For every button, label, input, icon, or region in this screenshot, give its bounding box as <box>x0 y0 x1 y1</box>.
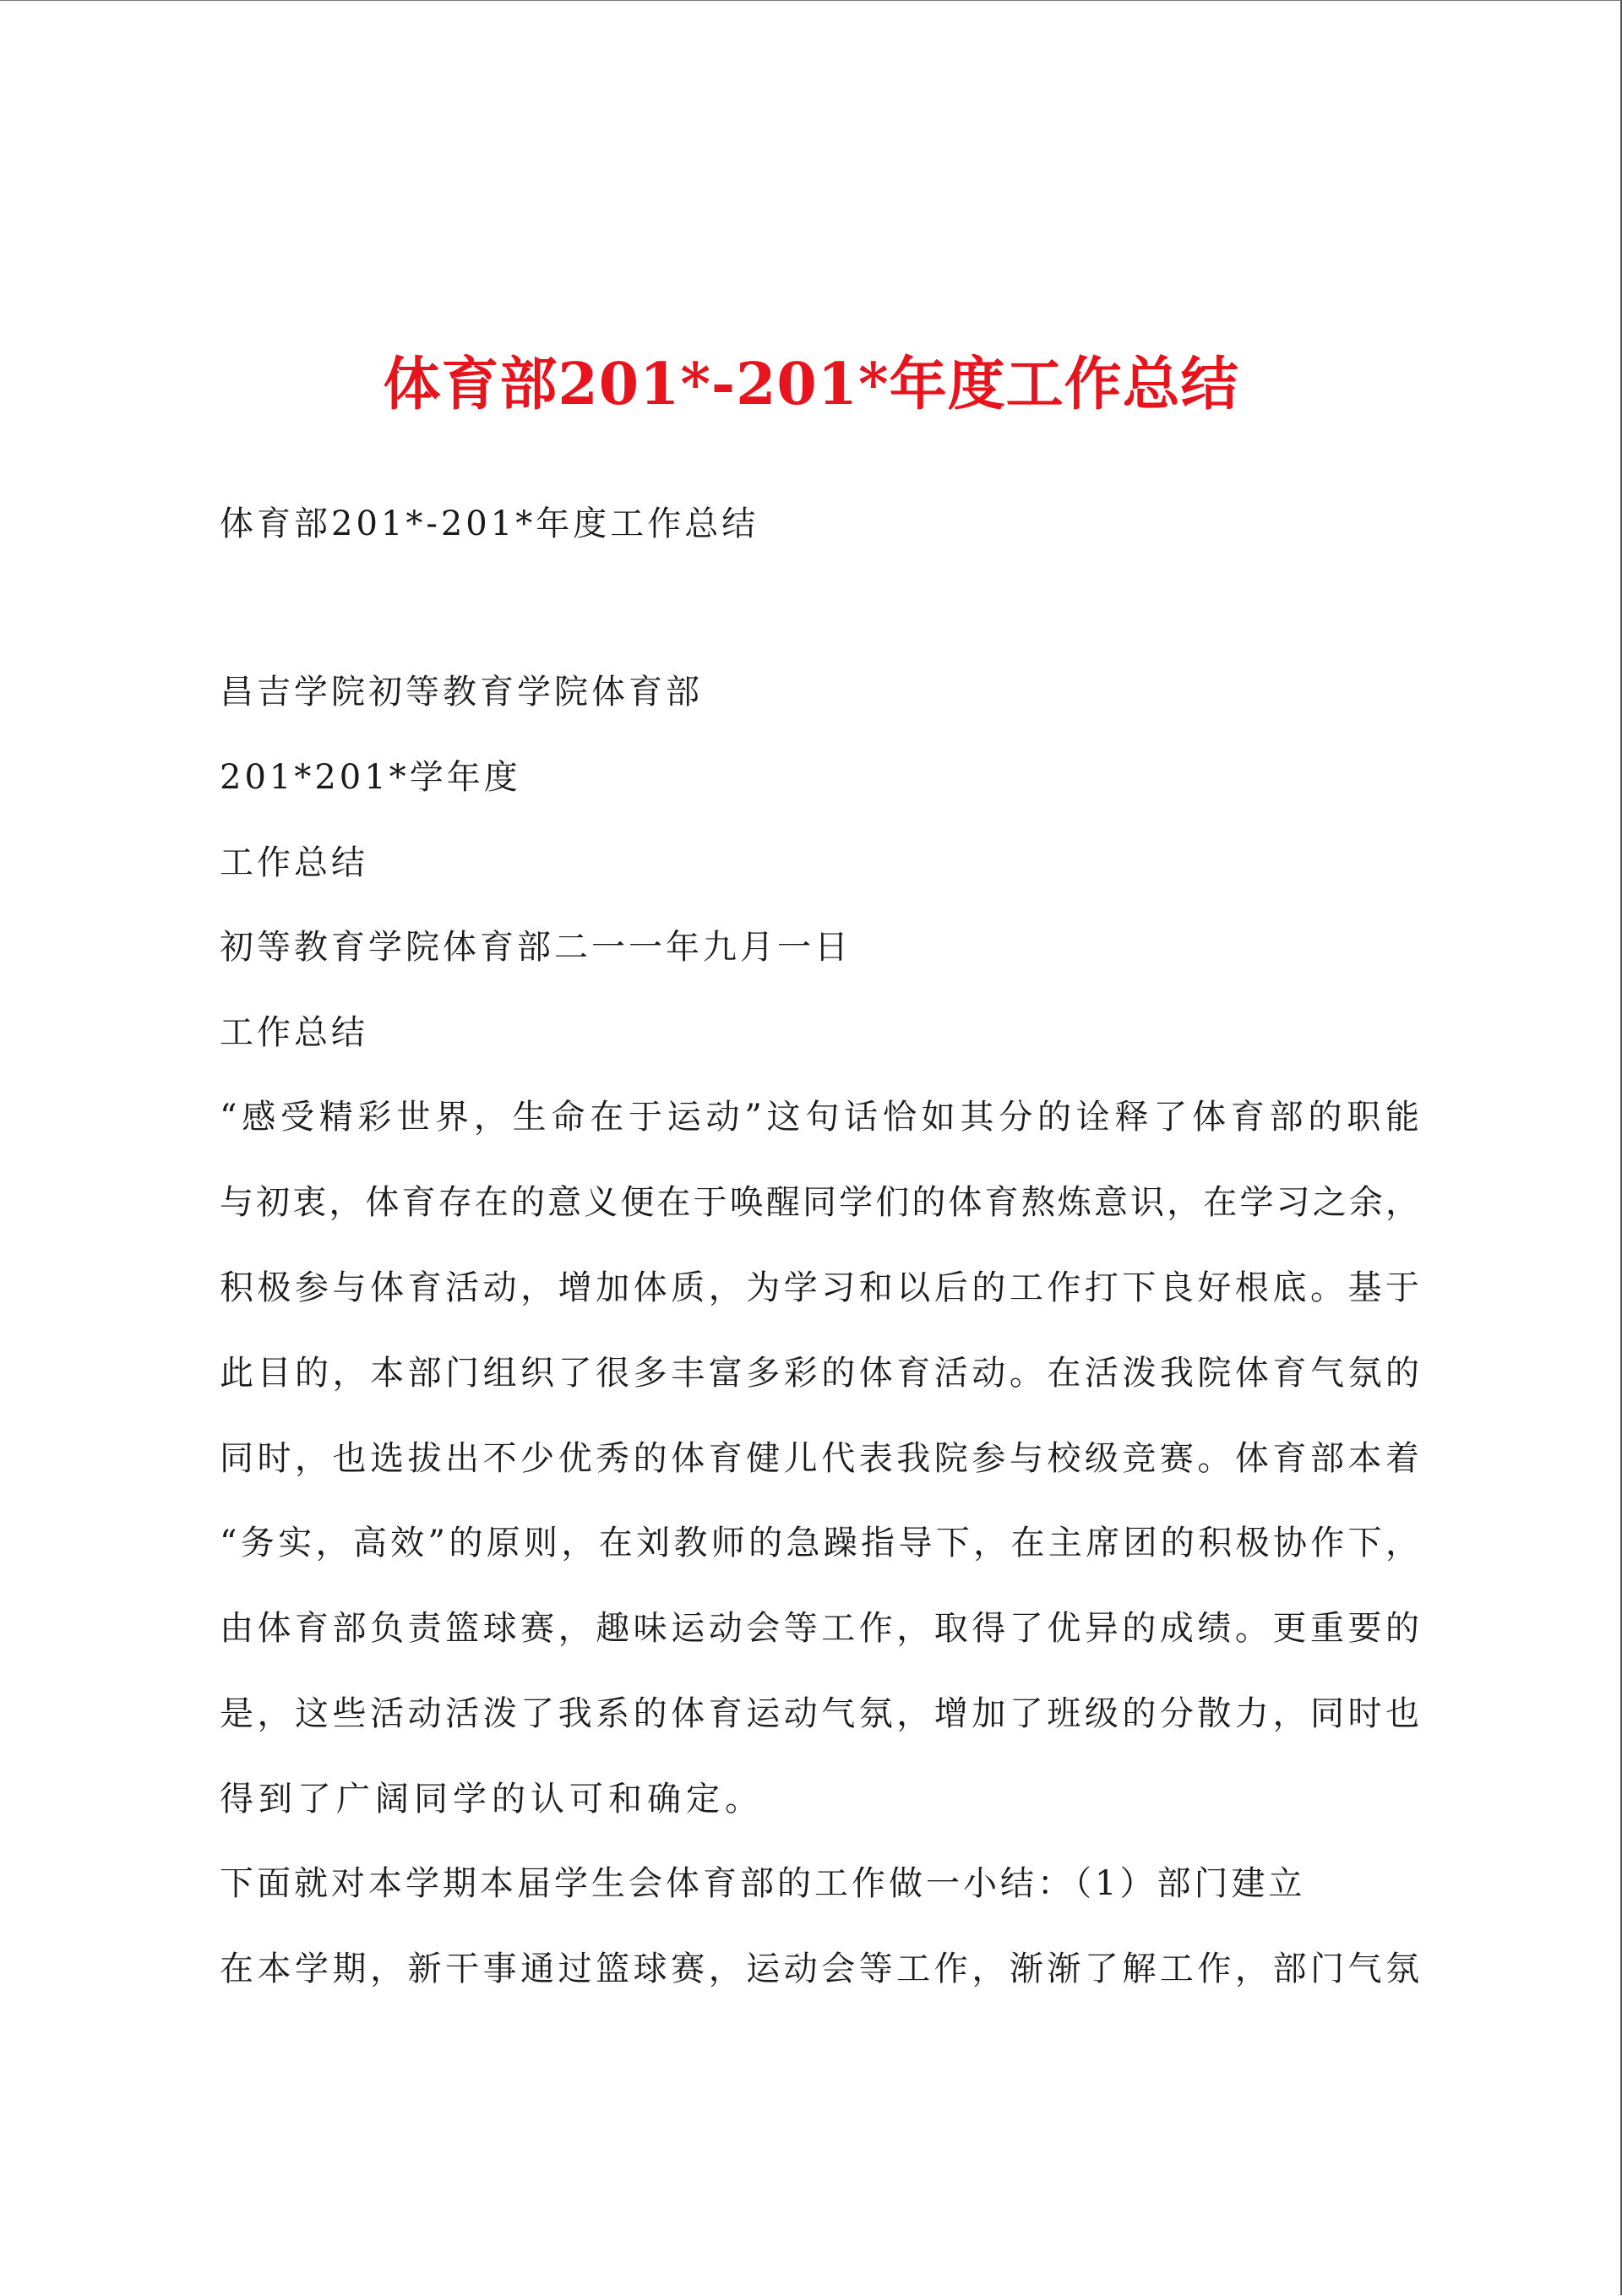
document-title: 体育部201*-201*年度工作总结 <box>383 351 1239 418</box>
paragraph-line: 在本学期，新干事通过篮球赛，运动会等工作，渐渐了解工作，部门气氛 <box>220 1950 1419 1988</box>
section-heading: 工作总结 <box>220 843 368 882</box>
paragraph-line: “感受精彩世界，生命在于运动”这句话恰如其分的诠释了体育部的职能 <box>220 1098 1419 1137</box>
paragraph-line: 由体育部负责篮球赛，趣味运动会等工作，取得了优异的成绩。更重要的 <box>220 1609 1419 1648</box>
paragraph-line: 积极参与体育活动，增加体质，为学习和以后的工作打下良好根底。基于 <box>220 1268 1419 1307</box>
document-subtitle: 体育部201*-201*年度工作总结 <box>220 504 759 543</box>
academic-year-line: 201*201*学年度 <box>220 758 521 797</box>
organization-line: 昌吉学院初等教育学院体育部 <box>220 673 703 712</box>
paragraph-line: “务实，高效”的原则，在刘教师的急躁指导下，在主席团的积极协作下， <box>220 1524 1419 1562</box>
date-line: 初等教育学院体育部二一一年九月一日 <box>220 928 852 967</box>
paragraph-line: 此目的，本部门组织了很多丰富多彩的体育活动。在活泼我院体育气氛的 <box>220 1354 1419 1393</box>
summary-intro-line: 下面就对本学期本届学生会体育部的工作做一小结：（1）部门建立 <box>220 1864 1306 1903</box>
paragraph-line: 同时，也选拔出不少优秀的体育健儿代表我院参与校级竞赛。体育部本着 <box>220 1439 1419 1478</box>
paragraph-line: 得到了广阔同学的认可和确定。 <box>220 1780 764 1819</box>
paragraph-line: 是，这些活动活泼了我系的体育运动气氛，增加了班级的分散力，同时也 <box>220 1694 1419 1733</box>
paragraph-line: 与初衷，体育存在的意义便在于唤醒同学们的体育熬炼意识，在学习之余， <box>220 1183 1419 1222</box>
section-heading: 工作总结 <box>220 1013 368 1052</box>
